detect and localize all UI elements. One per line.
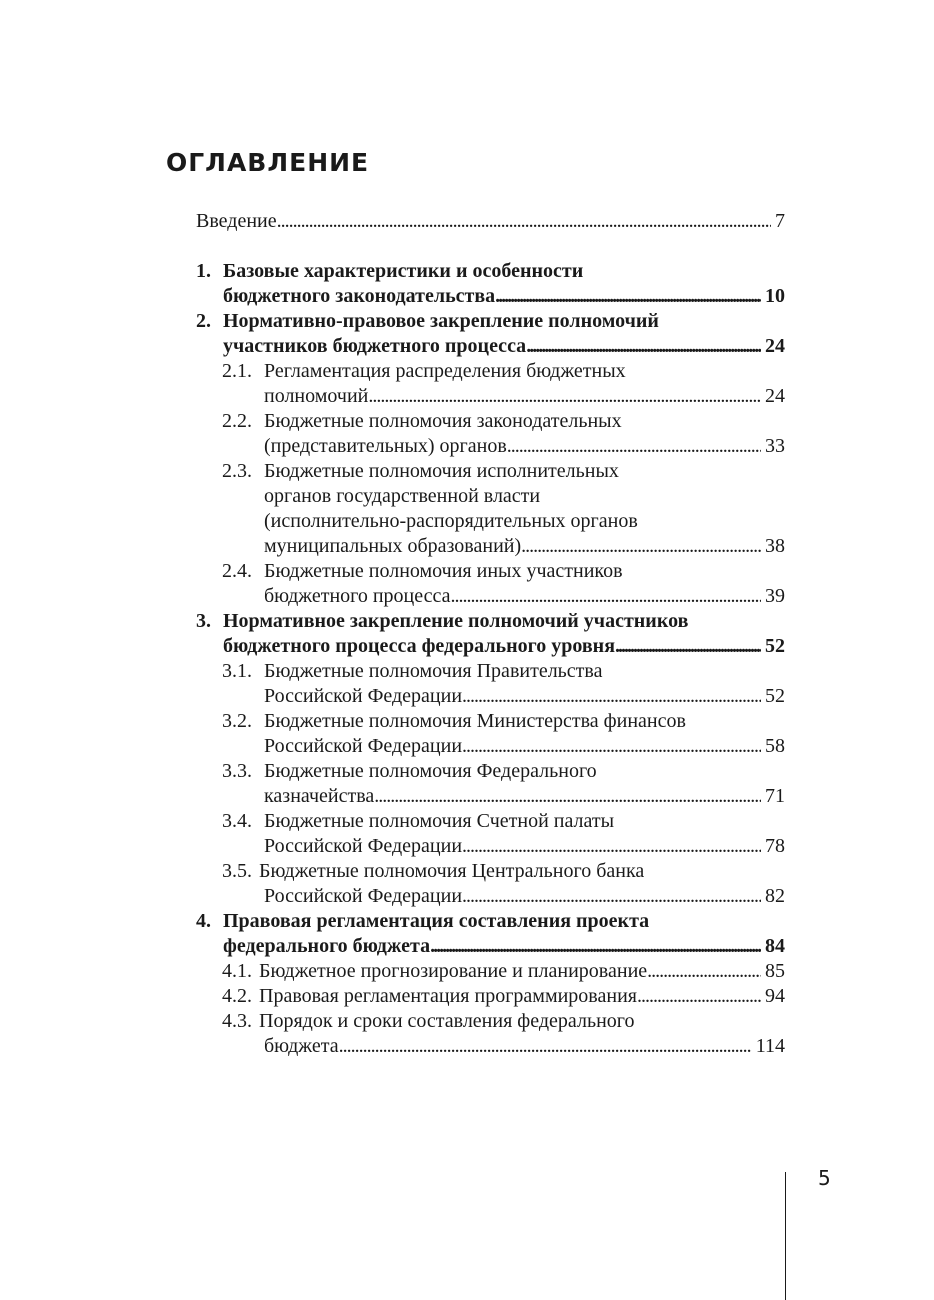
dot-leader xyxy=(374,784,761,809)
dot-leader xyxy=(526,334,761,359)
toc-page-number: 38 xyxy=(765,535,785,557)
toc-page-number: 58 xyxy=(765,735,785,757)
toc-page-number: 78 xyxy=(765,835,785,857)
toc-section-2-cont[interactable] xyxy=(223,334,785,359)
dot-leader xyxy=(521,534,761,559)
toc-page-number: 84 xyxy=(765,935,785,957)
toc-subsection-2-3[interactable] xyxy=(222,459,785,484)
toc-section-3-cont[interactable] xyxy=(223,634,785,659)
toc-subsection-2-2-cont[interactable] xyxy=(264,434,785,459)
toc-entry-title: казначейства xyxy=(264,785,375,807)
toc-page-number: 7 xyxy=(775,210,785,232)
toc-subsection-2-3-cont[interactable] xyxy=(264,509,785,534)
dot-leader xyxy=(637,984,761,1009)
toc-page-number: 71 xyxy=(765,785,785,807)
page-title: ОГЛАВЛЕНИЕ xyxy=(166,148,370,177)
toc-entry-title: бюджета xyxy=(264,1035,339,1057)
toc-entry-title: Бюджетные полномочия Федерального xyxy=(264,760,597,782)
toc-section-number: 2.1. xyxy=(222,360,252,382)
toc-page-number: 52 xyxy=(765,685,785,707)
dot-leader xyxy=(339,1034,752,1059)
dot-leader xyxy=(277,209,771,234)
toc-entry-title: (исполнительно-распорядительных органов xyxy=(264,510,638,532)
toc-section-3[interactable] xyxy=(196,609,785,634)
toc-subsection-4-3[interactable] xyxy=(222,1009,785,1034)
dot-leader xyxy=(495,284,761,309)
dot-leader xyxy=(368,384,761,409)
toc-section-number: 2.2. xyxy=(222,410,252,432)
toc-page-number: 94 xyxy=(765,985,785,1007)
toc-entry-title: полномочий xyxy=(264,385,369,407)
toc-subsection-2-3-cont[interactable] xyxy=(264,484,785,509)
toc-entry-intro[interactable] xyxy=(196,209,785,234)
toc-section-4[interactable] xyxy=(196,909,785,934)
toc-entry-title: Бюджетные полномочия Министерства финансов xyxy=(264,710,686,732)
toc-page-number: 33 xyxy=(765,435,785,457)
toc-entry-title: Правовая регламентация составления проекта xyxy=(223,910,650,932)
toc-entry-title: Бюджетные полномочия Правительства xyxy=(264,660,603,682)
toc-entry-title: бюджетного процесса xyxy=(264,585,451,607)
toc-section-number: 2.4. xyxy=(222,560,252,582)
toc-section-number: 1. xyxy=(196,260,211,282)
toc-subsection-3-3[interactable] xyxy=(222,759,785,784)
toc-entry-title: Правовая регламентация программирования xyxy=(259,985,637,1007)
toc-entry-title: участников бюджетного процесса xyxy=(223,335,527,357)
toc-entry-title: Базовые характеристики и особенности xyxy=(223,260,584,282)
toc-entry-title: органов государственной власти xyxy=(264,485,541,507)
dot-leader xyxy=(430,934,761,959)
toc-page-number: 114 xyxy=(755,1035,785,1057)
dot-leader xyxy=(451,584,761,609)
toc-subsection-3-4[interactable] xyxy=(222,809,785,834)
dot-leader xyxy=(462,834,761,859)
toc-section-1[interactable] xyxy=(196,259,785,284)
toc-subsection-2-1[interactable] xyxy=(222,359,785,384)
toc-subsection-3-5-cont[interactable] xyxy=(264,884,785,909)
toc-page-number: 24 xyxy=(765,385,785,407)
dot-leader xyxy=(507,434,761,459)
toc-entry-title: Введение xyxy=(196,210,277,232)
toc-page-number: 52 xyxy=(765,635,785,657)
toc-entry-title: Российской Федерации xyxy=(264,685,463,707)
toc-page-number: 82 xyxy=(765,885,785,907)
toc-entry-title: Бюджетные полномочия Центрального банка xyxy=(259,860,645,882)
toc-subsection-3-1[interactable] xyxy=(222,659,785,684)
toc-entry-title: Бюджетные полномочия Счетной палаты xyxy=(264,810,615,832)
toc-subsection-2-3-cont[interactable] xyxy=(264,534,785,559)
toc-section-number: 3.1. xyxy=(222,660,252,682)
toc-section-number: 4.3. xyxy=(222,1010,252,1032)
toc-entry-title: Регламентация распределения бюджетных xyxy=(264,360,626,382)
toc-entry-title: муниципальных образований) xyxy=(264,535,522,557)
toc-entry-title: бюджетного процесса федерального уровня xyxy=(223,635,616,657)
toc-section-number: 3. xyxy=(196,610,211,632)
margin-rule xyxy=(785,1172,786,1300)
toc-page-number: 24 xyxy=(765,335,785,357)
toc-section-number: 2. xyxy=(196,310,211,332)
toc-subsection-3-2-cont[interactable] xyxy=(264,734,785,759)
dot-leader xyxy=(615,634,761,659)
toc-entry-title: Бюджетное прогнозирование и планирование xyxy=(259,960,648,982)
toc-section-number: 2.3. xyxy=(222,460,252,482)
toc-subsection-2-4[interactable] xyxy=(222,559,785,584)
toc-entry-title: Нормативно-правовое закрепление полномочий xyxy=(223,310,659,332)
toc-subsection-4-3-cont[interactable] xyxy=(264,1034,785,1059)
toc-section-number: 4. xyxy=(196,910,211,932)
toc-section-number: 4.2. xyxy=(222,985,252,1007)
toc-section-number: 3.2. xyxy=(222,710,252,732)
toc-subsection-3-4-cont[interactable] xyxy=(264,834,785,859)
toc-subsection-3-1-cont[interactable] xyxy=(264,684,785,709)
toc-entry-title: федерального бюджета xyxy=(223,935,431,957)
toc-subsection-2-4-cont[interactable] xyxy=(264,584,785,609)
toc-subsection-2-1-cont[interactable] xyxy=(264,384,785,409)
toc-subsection-4-2[interactable] xyxy=(222,984,785,1009)
dot-leader xyxy=(462,684,761,709)
toc-entry-title: Российской Федерации xyxy=(264,835,463,857)
toc-entry-title: бюджетного законодательства xyxy=(223,285,496,307)
toc-page-number: 10 xyxy=(765,285,785,307)
toc-page-number: 85 xyxy=(765,960,785,982)
toc-entry-title: Нормативное закрепление полномочий участников xyxy=(223,610,689,632)
toc-entry-title: (представительных) органов xyxy=(264,435,507,457)
toc-entry-title: Бюджетные полномочия исполнительных xyxy=(264,460,619,482)
toc-subsection-3-2[interactable] xyxy=(222,709,785,734)
toc-entry-title: Порядок и сроки составления федерального xyxy=(259,1010,635,1032)
toc-subsection-3-3-cont[interactable] xyxy=(264,784,785,809)
toc-section-4-cont[interactable] xyxy=(223,934,785,959)
dot-leader xyxy=(647,959,761,984)
toc-subsection-2-2[interactable] xyxy=(222,409,785,434)
toc-entry-title: Российской Федерации xyxy=(264,885,463,907)
toc-section-1-cont[interactable] xyxy=(223,284,785,309)
toc-section-number: 4.1. xyxy=(222,960,252,982)
toc-section-number: 3.3. xyxy=(222,760,252,782)
toc-section-2[interactable] xyxy=(196,309,785,334)
dot-leader xyxy=(462,734,761,759)
toc-section-number: 3.4. xyxy=(222,810,252,832)
toc-subsection-4-1[interactable] xyxy=(222,959,785,984)
toc-subsection-3-5[interactable] xyxy=(222,859,785,884)
toc-entry-title: Российской Федерации xyxy=(264,735,463,757)
toc-entry-title: Бюджетные полномочия иных участников xyxy=(264,560,623,582)
toc-page-number: 39 xyxy=(765,585,785,607)
page-number: 5 xyxy=(818,1166,831,1190)
dot-leader xyxy=(462,884,761,909)
toc-section-number: 3.5. xyxy=(222,860,252,882)
toc-entry-title: Бюджетные полномочия законодательных xyxy=(264,410,622,432)
